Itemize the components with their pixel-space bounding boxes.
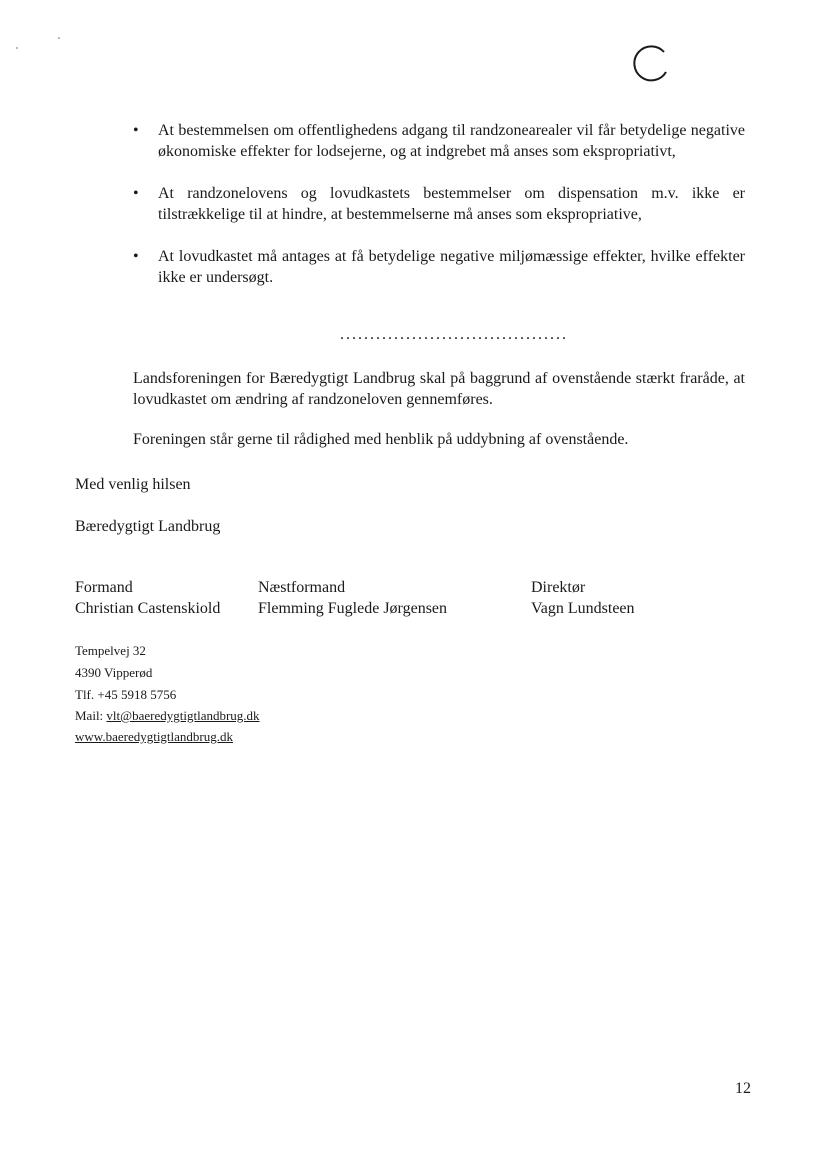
logo bbox=[626, 44, 756, 94]
list-item bbox=[133, 120, 745, 162]
bullet-icon: • bbox=[133, 248, 139, 265]
address-web-line bbox=[75, 726, 233, 747]
website-link[interactable]: www.baeredygtigtlandbrug.dk bbox=[75, 729, 234, 744]
address-mail-line bbox=[75, 705, 260, 726]
scan-speck bbox=[16, 47, 18, 49]
logo-circle-icon bbox=[626, 44, 676, 94]
bullet-icon: • bbox=[133, 185, 139, 202]
signatory-title-vice-chair: Næstformand bbox=[258, 579, 346, 596]
paragraph-availability: Foreningen står gerne til rådighed med henblik på uddybning af ovenstående. bbox=[133, 431, 629, 448]
list-item bbox=[133, 183, 745, 225]
signatory-title-chair: Formand bbox=[75, 579, 133, 596]
separator-dots: ...................................... bbox=[340, 326, 568, 343]
bullet-text: At bestemmelsen om offentlighedens adgang til randzonearealer vil får betydelige negative økonomiske effekter for lodsejerne, og at indgrebet må anses som ekspropriativt, bbox=[158, 122, 745, 160]
organization-name: Bæredygtigt Landbrug bbox=[75, 518, 221, 535]
address-phone: Tlf. +45 5918 5756 bbox=[75, 687, 177, 702]
list-item bbox=[133, 246, 745, 288]
address-street: Tempelvej 32 bbox=[75, 643, 146, 658]
signatory-name-vice-chair: Flemming Fuglede Jørgensen bbox=[258, 600, 448, 617]
signatory-name-chair: Christian Castenskiold bbox=[75, 600, 221, 617]
bullet-icon: • bbox=[133, 122, 139, 139]
email-link[interactable]: vlt@baeredygtigtlandbrug.dk bbox=[106, 708, 260, 723]
paragraph-recommendation: Landsforeningen for Bæredygtigt Landbrug skal på baggrund af ovenstående stærkt fraråde, at lovudkastet om ændring af randzoneloven gennemføres. bbox=[133, 370, 745, 408]
signatory-name-director: Vagn Lundsteen bbox=[531, 600, 635, 617]
bullet-list bbox=[133, 120, 745, 288]
address-city: 4390 Vipperød bbox=[75, 665, 153, 680]
page-number: 12 bbox=[735, 1080, 751, 1097]
scan-speck bbox=[58, 37, 60, 39]
closing-text: Med venlig hilsen bbox=[75, 476, 191, 493]
bullet-text: At lovudkastet må antages at få betydelige negative miljømæssige effekter, hvilke effekter ikke er undersøgt. bbox=[158, 248, 745, 286]
mail-label: Mail: bbox=[75, 708, 107, 723]
signatory-title-director: Direktør bbox=[531, 579, 586, 596]
bullet-text: At randzonelovens og lovudkastets bestemmelser om dispensation m.v. ikke er tilstrækkelige til at hindre, at bestemmelserne må anses som ekspropriative, bbox=[158, 185, 745, 223]
